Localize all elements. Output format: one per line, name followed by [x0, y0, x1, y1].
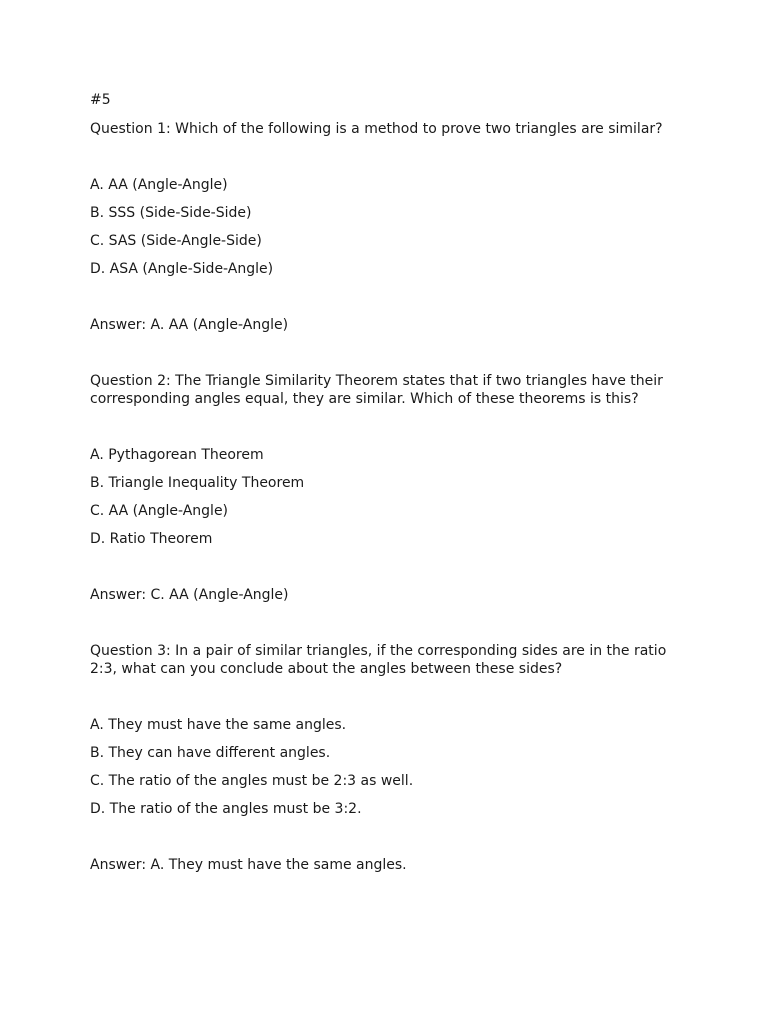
document-page: [90, 91, 690, 912]
question-text: Question 1: Which of the following is a method to prove two triangles are similar?: [90, 121, 663, 137]
answer-text: Answer: C. AA (Angle-Angle): [90, 587, 289, 603]
answer-option: B. They can have different angles.: [90, 745, 331, 761]
answer-option: A. They must have the same angles.: [90, 717, 347, 733]
answer-text: Answer: A. They must have the same angles.: [90, 857, 407, 873]
answer-option: A. AA (Angle-Angle): [90, 177, 228, 193]
answer-option: A. Pythagorean Theorem: [90, 447, 264, 463]
answer-option: B. SSS (Side-Side-Side): [90, 205, 252, 221]
answer-option: C. AA (Angle-Angle): [90, 503, 229, 519]
question-block-3: [90, 642, 690, 874]
answer-option: D. Ratio Theorem: [90, 531, 213, 547]
answer-option: D. ASA (Angle-Side-Angle): [90, 261, 274, 277]
document-heading: #5: [90, 92, 111, 108]
question-text: Question 3: In a pair of similar triangles, if the corresponding sides are in the ratio 2:3, what can you conclude about the angles between these sides?: [90, 643, 667, 677]
answer-text: Answer: A. AA (Angle-Angle): [90, 317, 289, 333]
question-text: Question 2: The Triangle Similarity Theorem states that if two triangles have their corresponding angles equal, they are similar. Which of these theorems is this?: [90, 373, 663, 407]
question-block-1: [90, 120, 690, 334]
answer-option: C. SAS (Side-Angle-Side): [90, 233, 262, 249]
answer-option: D. The ratio of the angles must be 3:2.: [90, 801, 362, 817]
answer-option: B. Triangle Inequality Theorem: [90, 475, 305, 491]
question-block-2: [90, 372, 690, 604]
answer-option: C. The ratio of the angles must be 2:3 as well.: [90, 773, 414, 789]
